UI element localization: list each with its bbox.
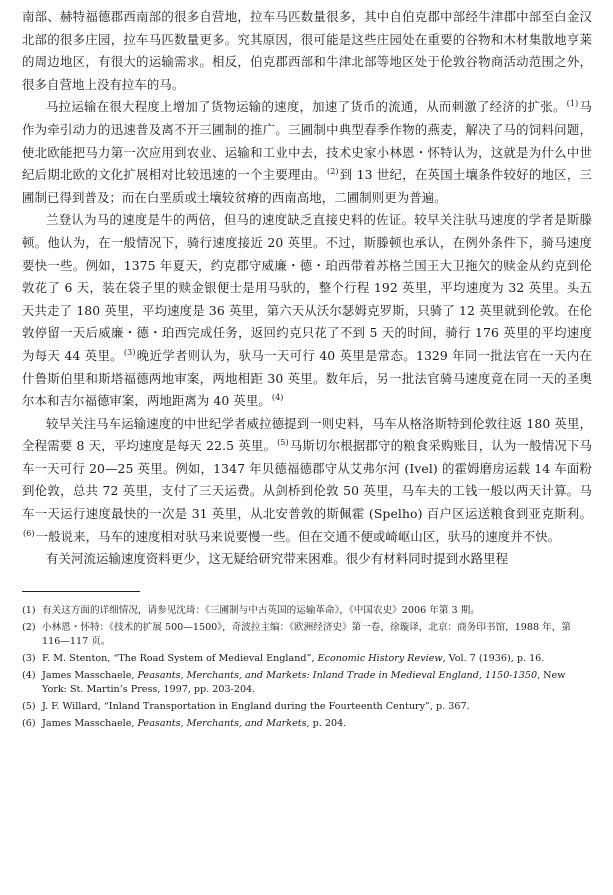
footnote-5 [22, 700, 592, 714]
footnote-number: (5) [22, 700, 36, 712]
citation-details: , New York: St. Martin’s Press, 1997, pp. 203-204. [42, 669, 566, 696]
citation-author: F. M. Stenton, “The Road System of Medieval England”, [42, 652, 318, 664]
footnote-3 [22, 652, 592, 666]
paragraph-horse-speed [22, 209, 592, 412]
paragraph-text: 较早关注马车运输速度的中世纪学者威拉德提到一则史料，马车从格洛斯特到伦敦往返 180 英里，全程需要 8 天，平均速度是每天 22.5 英里。 [22, 415, 592, 454]
paragraph-horse-transport [22, 96, 592, 209]
paragraph-text: 到 13 世纪，在英国土壤条件较好的地区，三圃制已得到普及；而在白垩质或土壤较贫瘠的西南高地，二圃制则更为普遍。 [22, 167, 593, 205]
footnote-text: 有关这方面的详细情况，请参见沈琦：《三圃制与中古英国的运输革命》，《中国农史》2006 年第 3 期。 [42, 604, 480, 616]
paragraph-text: 一般说来，马车的速度相对驮马来说要慢一些。但在交通不便或崎岖山区，驮马的速度并不快。 [35, 528, 561, 544]
citation-book-title: Peasants, Merchants, and Markets: Inland Trade in Medieval England, 1150-1350 [137, 669, 538, 681]
footnote-text [42, 717, 592, 731]
footnote-text [42, 652, 592, 666]
citation-details: , p. 204. [306, 717, 347, 729]
footnote-ref-1[interactable]: (1) [566, 99, 579, 109]
footnote-6 [22, 717, 592, 731]
footnote-4 [22, 669, 592, 698]
footnote-ref-5[interactable]: (5) [277, 438, 289, 448]
paragraph-text: 兰登认为马的速度是牛的两倍，但马的速度缺乏直接史料的佐证。较早关注驮马速度的学者是斯滕顿。他认为，在一般情况下，骑行速度接近 20 英里。不过，斯滕顿也承认，在例外条件下，骑马速度要快一些。例如，1375 年夏天，约克郡守威廉・德・珀西带着苏格兰国王大卫拖欠的赎金从约克到伦敦花了 6 天，装在袋子里的赎金银便士是用马驮的，整个行程 192 英里，平均速度为 32 英里。头五天共走了 180 英里，平均速度是 36 英里，第六天从沃尔瑟姆克罗斯，只骑了 12 英里就到伦敦。在伦敦停留一天后威廉・德・珀西完成任务，返回约克只花了不到 5 天的时间，骑行 176 英里的平均速度为每天 44 英里。 [22, 212, 592, 363]
paragraph-text: 晚近学者则认为，驮马一天可行 40 英里是常态。1329 年同一批法官在一天内在什鲁斯伯里和斯塔福德两地审案，两地相距 30 英里。数年后，另一批法官骑马速度竟在同一天的圣奥尔本和吉尔福德审案，两地距离为 40 英里。 [22, 347, 592, 409]
footnote-number: (4) [22, 669, 36, 681]
footnote-number: (2) [22, 621, 36, 633]
footnote-text: J. F. Willard, “Inland Transportation in England during the Fourteenth Century”, p. 367. [42, 700, 470, 712]
footnote-number: (6) [22, 717, 36, 729]
paragraph-text: 马拉运输在很大程度上增加了货物运输的速度，加速了货币的流通，从而刺激了经济的扩张。 [46, 99, 566, 115]
book-page [22, 6, 592, 733]
citation-details: , Vol. 7 (1936), p. 16. [442, 652, 545, 664]
footnote-ref-3[interactable]: (3) [123, 347, 136, 357]
citation-author: James Masschaele, [42, 669, 138, 681]
footnote-ref-6[interactable]: (6) [23, 528, 35, 538]
paragraph-cart-speed [22, 413, 592, 549]
paragraph-text: 马作为牵引动力的迅速普及离不开三圃制的推广。三圃制中典型春季作物的燕麦，解决了马的饲料问题，使北欧能把马力第一次应用到农业、运输和工业中去，技术史家小林恩・怀特认为，这就是为什么中世纪后期北欧的文化扩展相对比较迅速的一个主要理由。 [22, 99, 592, 183]
citation-author: James Masschaele, [42, 717, 138, 729]
footnote-text: 小林恩・怀特：《技术的扩展 500—1500》，奇波拉主编：《欧洲经济史》第一卷，徐璇译，北京：商务印书馆，1988 年，第 116—117 页。 [42, 621, 571, 648]
citation-book-title: Peasants, Merchants, and Markets [137, 717, 307, 729]
footnote-ref-4[interactable]: (4) [271, 393, 284, 403]
footnotes [22, 604, 592, 731]
citation-journal: Economic History Review [317, 652, 443, 664]
footnote-text [42, 669, 592, 698]
footnote-divider [22, 591, 140, 592]
footnote-number: (1) [22, 604, 36, 616]
footnote-number: (3) [22, 652, 36, 664]
paragraph-text: 马斯切尔根据郡守的粮食采购账目，认为一般情况下马车一天可行 20—25 英里。例如，1347 年贝德福德郡守从艾弗尔河 (Ivel) 的霍姆磨房运载 14 车面粉到伦敦，总共 72 英里，支付了三天运费。从剑桥到伦敦 50 英里，马车夫的工钱一般以两天计算。马车一天运行速度最快的一次是 31 英里，从北安普敦的斯佩霍 (Spelho) 百户区运送粮食到亚克斯利。 [22, 438, 592, 522]
footnote-ref-2[interactable]: (2) [326, 167, 339, 177]
paragraph-intro-continued: 南部、赫特福德郡西南部的很多自营地，拉车马匹数量很多，其中自伯克郡中部经牛津郡中部至白金汉北部的很多庄园，拉车马匹数量更多。究其原因，很可能是这些庄园处在重要的谷物和木材集散地亨莱的周边地区，有很大的运输需求。相反，伯克郡西部和牛津北部等地区处于伦敦谷物商活动范围之外，很多自营地上没有拉车的马。 [22, 9, 592, 92]
paragraph-river-transport: 有关河流运输速度资料更少，这无疑给研究带来困难。很少有材料同时提到水路里程 [46, 551, 509, 567]
footnote-1 [22, 604, 592, 618]
footnote-2 [22, 621, 592, 650]
